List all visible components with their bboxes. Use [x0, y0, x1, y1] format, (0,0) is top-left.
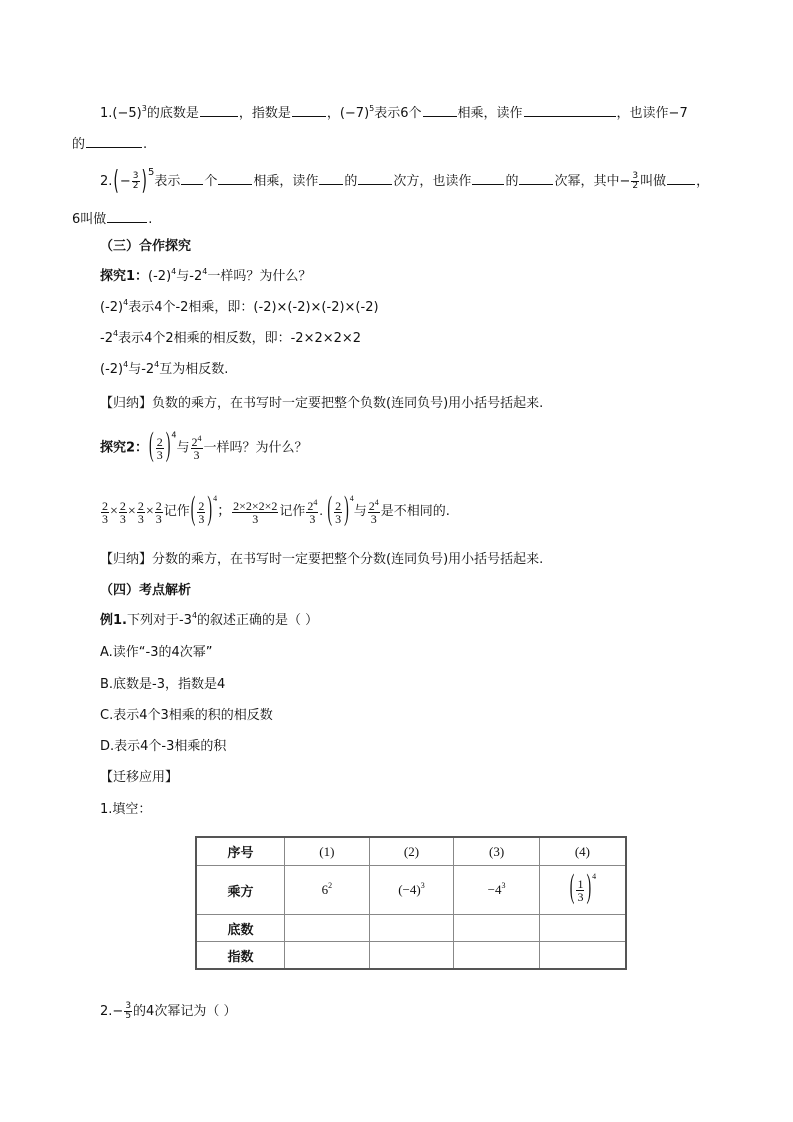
answer-blank[interactable] — [519, 172, 553, 185]
fill-question-2: 2.(− $\frac{3}{2}$ )$^5$表示 个 相乘，读作 的 次方，也读作 的 次幂，其中− $\frac{3}{2}$ 叫做 ， — [100, 166, 710, 197]
answer-blank[interactable] — [107, 210, 147, 223]
example-1-question: 例1.下列对于$-3^4$的叙述正确的是（ ） — [100, 611, 319, 628]
fill-question-1-cont: 的 . — [72, 137, 148, 152]
answer-cell[interactable] — [539, 942, 626, 970]
table-cell: $-4^3$ — [454, 866, 540, 915]
fraction: $\frac{3}{5}$ — [125, 1001, 132, 1021]
fraction: $\frac{2}{3}$ — [119, 498, 126, 526]
explore-1-line: $-2^4$表示4个2相乘的相反数，即：-2×2×2×2 — [100, 329, 362, 346]
answer-cell[interactable] — [285, 915, 370, 942]
choice-b[interactable]: B.底数是-3，指数是4 — [100, 677, 226, 692]
table-cell: 指数 — [196, 942, 285, 970]
fraction: $\frac{2}{3}$ — [137, 498, 144, 526]
explore-1-question: 探究1：$(-2)^4$与$-2^4$一样吗？为什么？ — [100, 267, 312, 284]
table-cell: $(-4)^3$ — [369, 866, 454, 915]
fraction: $\frac{2}{3}$ — [156, 434, 163, 462]
answer-blank[interactable] — [524, 104, 616, 117]
fraction: $\frac{2^4}{3}$ — [307, 497, 318, 526]
answer-cell[interactable] — [539, 915, 626, 942]
fill-question-1: $1.(-5)^3$的底数是 ，指数是 ，$(-7)^5$表示6个 相乘，读作 ，也读作−7 — [100, 104, 688, 121]
table-header: 序号 — [196, 837, 285, 866]
fraction: $\frac{2}{3}$ — [155, 498, 162, 526]
fill-question-2-cont: 6叫做 . — [72, 212, 153, 227]
explore-1-line: $(-2)^4$表示4个-2相乘，即：(-2)×(-2)×(-2)×(-2) — [100, 298, 379, 315]
answer-blank[interactable] — [86, 135, 142, 148]
table-cell: ( $\frac{1}{3}$ )$^4$ — [539, 866, 626, 915]
choice-d[interactable]: D.表示4个-3相乘的积 — [100, 739, 227, 754]
answer-cell[interactable] — [454, 942, 540, 970]
fraction: $\frac{2^4}{3}$ — [191, 433, 202, 462]
answer-blank[interactable] — [423, 104, 457, 117]
answer-cell[interactable] — [369, 915, 454, 942]
section-title: （四）考点解析 — [100, 583, 192, 598]
fraction: $\frac{2^4}{3}$ — [368, 497, 379, 526]
summary-note: 【归纳】负数的乘方，在书写时一定要把整个负数(连同负号)用小括号括起来. — [100, 396, 544, 411]
table-header: (4) — [539, 837, 626, 866]
table-row — [196, 837, 626, 866]
answer-blank[interactable] — [319, 172, 343, 185]
summary-note: 【归纳】分数的乘方，在书写时一定要把整个分数(连同负号)用小括号括起来. — [100, 552, 544, 567]
explore-2-reasoning: $\frac{2}{3}$ × $\frac{2}{3}$ × $\frac{2}{3}$ × $\frac{2}{3}$ 记作( $\frac{2}{3}$ )$^4$； $\frac{2\times 2\times 2\times 2}{3}$ 记作 $\frac{2^4}{3}$ . ( $\frac{2}{3}$ )$^4$与 $\frac{2^4}{3}$ 是不相同的. — [102, 492, 450, 529]
transfer-title: 【迁移应用】 — [100, 770, 179, 785]
answer-blank[interactable] — [472, 172, 504, 185]
table-row — [196, 942, 626, 970]
answer-cell[interactable] — [285, 942, 370, 970]
answer-blank[interactable] — [218, 172, 252, 185]
answer-cell[interactable] — [369, 942, 454, 970]
table-row — [196, 915, 626, 942]
fill-question-last: 2.− $\frac{3}{5}$ 的4次幂记为（ ） — [100, 1001, 237, 1021]
answer-blank[interactable] — [181, 172, 203, 185]
section-title: （三）合作探究 — [100, 239, 192, 254]
table-cell: 乘方 — [196, 866, 285, 915]
answer-blank[interactable] — [292, 104, 326, 117]
power-table — [195, 836, 627, 970]
table-row — [196, 866, 626, 915]
answer-blank[interactable] — [667, 172, 695, 185]
table-header: (3) — [454, 837, 540, 866]
choice-a[interactable]: A.读作“-3的4次幂” — [100, 645, 213, 660]
choice-c[interactable]: C.表示4个3相乘的积的相反数 — [100, 708, 273, 723]
explore-1-line: $(-2)^4$与$-2^4$互为相反数. — [100, 360, 229, 377]
table-header: (2) — [369, 837, 454, 866]
fraction: $\frac{2\times 2\times 2\times 2}{3}$ — [233, 498, 278, 526]
fill-table-question: 1.填空： — [100, 802, 152, 817]
fraction: $\frac{1}{3}$ — [577, 876, 584, 904]
fraction: $\frac{3}{2}$ — [132, 171, 139, 191]
table-cell: $6^2$ — [285, 866, 370, 915]
table-cell: 底数 — [196, 915, 285, 942]
answer-blank[interactable] — [358, 172, 392, 185]
explore-2-question: 探究2：( $\frac{2}{3}$ )$^4$与 $\frac{2^4}{3}$ 一样吗？为什么？ — [100, 428, 308, 465]
table-header: (1) — [285, 837, 370, 866]
fraction: $\frac{2}{3}$ — [335, 498, 342, 526]
answer-cell[interactable] — [454, 915, 540, 942]
fraction: $\frac{2}{3}$ — [102, 498, 108, 526]
fraction: $\frac{3}{2}$ — [632, 171, 639, 191]
fraction: $\frac{2}{3}$ — [198, 498, 205, 526]
answer-blank[interactable] — [200, 104, 238, 117]
